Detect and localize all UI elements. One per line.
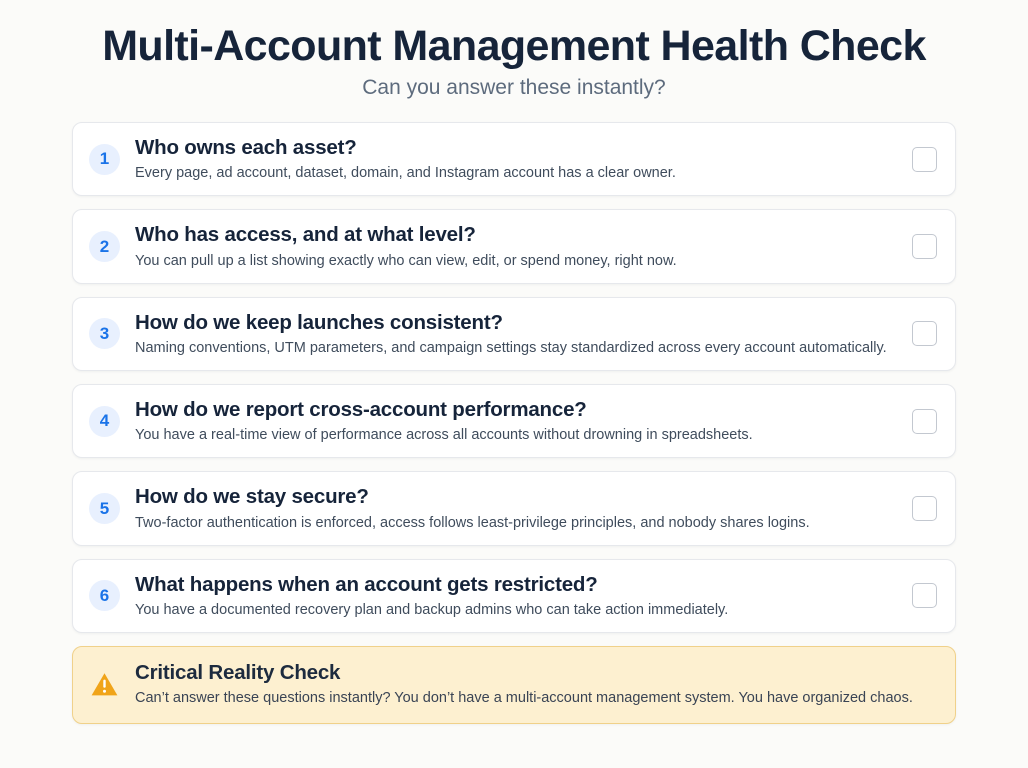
item-number-badge: 5 [89,493,120,524]
item-description: You have a documented recovery plan and backup admins who can take action immediately. [135,601,729,618]
item-body [135,398,896,444]
item-number-badge: 2 [89,231,120,262]
callout-description: Can’t answer these questions instantly? You don’t have a multi-account management system. You have organized chaos. [135,690,913,707]
item-title: What happens when an account gets restricted? [135,572,598,596]
item-title: Who has access, and at what level? [135,223,476,247]
list-item[interactable] [72,559,956,633]
item-checkbox[interactable] [912,409,937,434]
item-checkbox[interactable] [912,321,937,346]
item-body [135,223,896,269]
item-description: Every page, ad account, dataset, domain, and Instagram account has a clear owner. [135,165,676,182]
list-item[interactable] [72,384,956,458]
item-checkbox[interactable] [912,496,937,521]
item-description: You have a real-time view of performance across all accounts without drowning in spreadsheets. [135,427,753,444]
item-number-badge: 3 [89,318,120,349]
list-item[interactable] [72,122,956,196]
list-item[interactable] [72,297,956,371]
item-body [135,136,896,182]
item-number-badge: 4 [89,406,120,437]
item-title: How do we report cross-account performance? [135,398,587,422]
item-body [135,485,896,531]
item-body [135,311,896,357]
item-title: How do we keep launches consistent? [135,310,503,334]
callout-title: Critical Reality Check [135,661,341,685]
list-item[interactable] [72,471,956,545]
page-subtitle: Can you answer these instantly? [362,76,666,100]
page-title: Multi-Account Management Health Check [102,22,926,70]
item-description: Two-factor authentication is enforced, access follows least-privilege principles, and nobody shares logins. [135,514,810,531]
critical-reality-check-callout [72,646,956,724]
item-body [135,573,896,619]
warning-triangle-icon [89,669,120,700]
item-title: Who owns each asset? [135,136,357,160]
item-title: How do we stay secure? [135,485,369,509]
list-item[interactable] [72,209,956,283]
item-checkbox[interactable] [912,147,937,172]
item-number-badge: 6 [89,580,120,611]
item-checkbox[interactable] [912,583,937,608]
item-description: Naming conventions, UTM parameters, and campaign settings stay standardized across every account automatically. [135,339,887,356]
item-checkbox[interactable] [912,234,937,259]
checklist [72,122,956,724]
callout-body [135,661,937,707]
item-description: You can pull up a list showing exactly who can view, edit, or spend money, right now. [135,252,677,269]
item-number-badge: 1 [89,144,120,175]
